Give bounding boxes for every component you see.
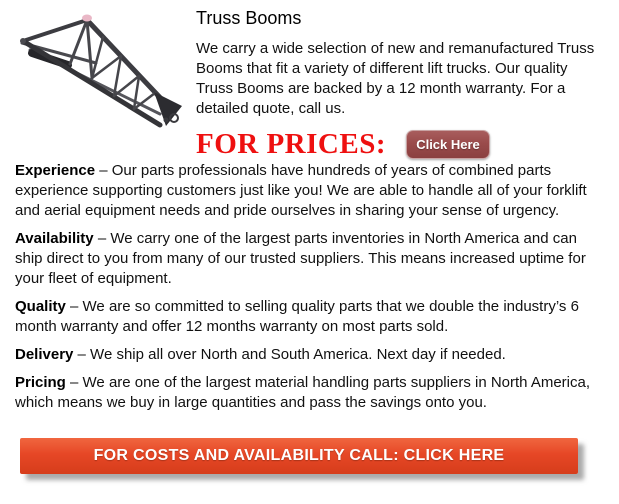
info-sections <box>15 161 604 421</box>
click-here-button[interactable]: Click Here <box>406 130 490 159</box>
section-experience-heading: Experience <box>15 162 96 179</box>
section-experience <box>15 161 604 221</box>
truss-boom-image <box>8 6 186 134</box>
section-pricing-body: – We are one of the largest material handling parts suppliers in North America, which means we buy in large quantities and pass the savings onto you. <box>15 374 591 411</box>
section-quality <box>15 297 604 337</box>
section-experience-body: – Our parts professionals have hundreds of years of combined parts experience supporting customers just like you! We are able to handle all of your forklift and aerial equipment needs and pride ourselves in sharing your sense of urgency. <box>15 162 587 219</box>
section-delivery-heading: Delivery <box>15 346 74 363</box>
section-quality-heading: Quality <box>15 298 66 315</box>
intro-paragraph: We carry a wide selection of new and remanufactured Truss Booms that fit a variety of different lift trucks. Our quality Truss Booms are backed by a 12 month warranty. For a detailed quote, call us. <box>196 40 595 117</box>
section-pricing-heading: Pricing <box>15 374 66 391</box>
section-pricing <box>15 373 604 413</box>
section-delivery-body: – We ship all over North and South America. Next day if needed. <box>77 346 506 363</box>
footer-cta-banner[interactable] <box>20 438 578 474</box>
page-title: Truss Booms <box>196 8 302 28</box>
section-quality-body: – We are so committed to selling quality parts that we double the industry’s 6 month warranty and offer 12 months warranty on most parts sold. <box>15 298 579 335</box>
for-prices-label: FOR PRICES: <box>196 128 386 160</box>
section-availability <box>15 229 604 289</box>
hero-section <box>196 8 608 161</box>
section-availability-heading: Availability <box>15 230 94 247</box>
section-availability-body: – We carry one of the largest parts inventories in North America and can ship direct to you from many of our trusted suppliers. This means increased uptime for your fleet of equipment. <box>15 230 586 287</box>
footer-cta-label: FOR COSTS AND AVAILABILITY CALL: CLICK HERE <box>93 447 505 464</box>
truss-boom-illustration <box>8 6 186 134</box>
section-delivery <box>15 345 604 365</box>
prices-row <box>196 128 608 161</box>
